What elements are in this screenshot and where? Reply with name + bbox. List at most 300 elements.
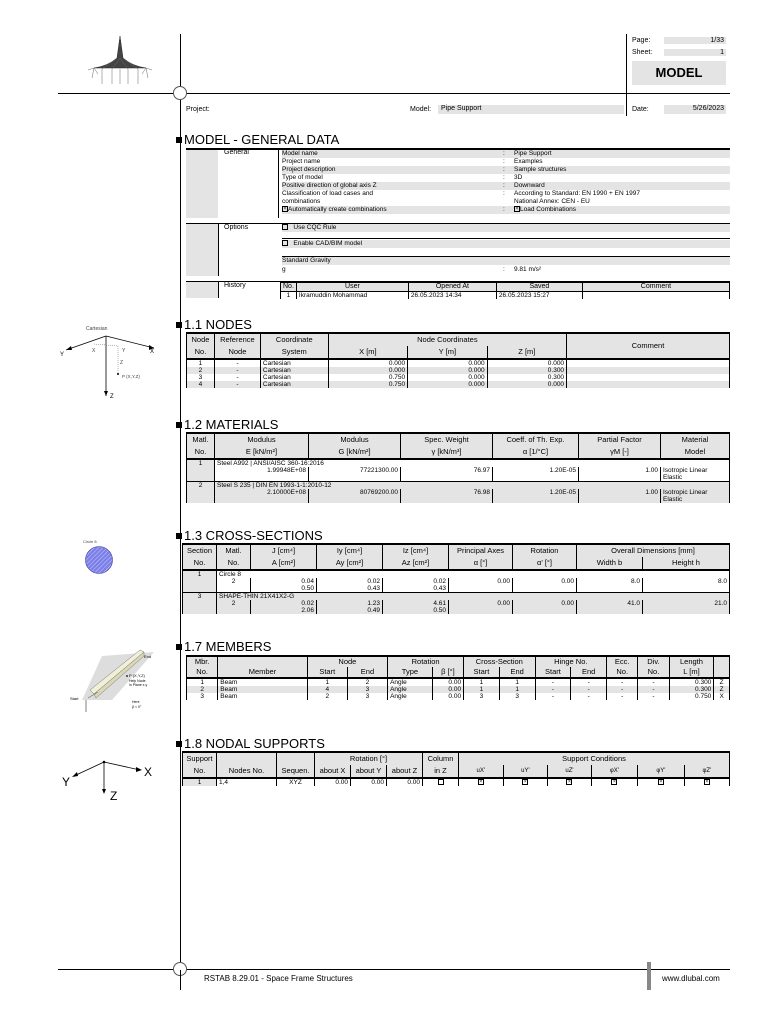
member-type: Beam	[218, 678, 307, 686]
table-row	[183, 570, 730, 578]
general-row: × Automatically create combinations	[282, 206, 730, 214]
general-side-block	[186, 150, 218, 218]
section-spacer	[217, 585, 251, 593]
table-row	[183, 593, 730, 601]
svg-text:P (X,Y,Z): P (X,Y,Z)	[129, 673, 145, 678]
member-node-start: 1	[307, 678, 347, 686]
col-header: γM [-]	[579, 446, 661, 459]
model-label: Model:	[410, 106, 432, 113]
section-height: 21.0	[643, 600, 730, 607]
section-j: 0.02	[251, 600, 317, 607]
material-name: Steel S 235 | DIN EN 1993-1-1:2010-12	[215, 482, 730, 490]
general-row: Positive direction of global axis Z	[282, 182, 730, 190]
node-y: 0.000	[408, 359, 487, 367]
col-header	[218, 656, 307, 667]
checkbox-checked-icon[interactable]: ×	[283, 206, 287, 213]
col-header: Coeff. of Th. Exp.	[493, 433, 579, 446]
col-header: Hinge No.	[535, 656, 607, 667]
col-header: Iz [cm⁴]	[383, 544, 449, 557]
section-spacer	[183, 585, 217, 593]
col-header: No.	[187, 667, 218, 678]
material-spacer	[215, 496, 309, 503]
footer-gray-bar	[647, 962, 651, 990]
section-spacer	[183, 578, 217, 585]
checkbox-checked-icon[interactable]: ×	[659, 779, 663, 786]
section-bullet-icon	[176, 533, 182, 539]
col-header: End	[571, 667, 607, 678]
material-model: Elastic	[661, 474, 730, 482]
material-spacer	[493, 496, 579, 503]
section-bullet-icon	[176, 422, 182, 428]
history-row	[281, 292, 730, 300]
section-title-nodes: 1.1 NODES	[176, 317, 252, 332]
options-divider	[218, 224, 219, 276]
col-header: Matl.	[217, 544, 251, 557]
col-header: β [°]	[432, 667, 463, 678]
support-nodes: 1,4	[217, 778, 277, 786]
member-cs-end: 1	[499, 678, 535, 686]
col-header: No.	[187, 446, 215, 459]
general-value: 3D	[514, 174, 523, 181]
member-ecc: -	[607, 686, 638, 693]
section-spacer	[449, 585, 513, 593]
table-row	[183, 778, 730, 786]
table-row	[183, 607, 730, 614]
table-row	[187, 474, 730, 482]
circle-section-icon	[84, 545, 114, 575]
material-spacer	[579, 496, 661, 503]
col-header: Saved	[496, 283, 582, 292]
col-header: Partial Factor	[579, 433, 661, 446]
option-cad-bim[interactable]: Enable CAD/BIM model	[282, 240, 730, 248]
col-header: Column	[423, 752, 459, 765]
support-uz	[548, 778, 592, 786]
node-x: 0.000	[328, 359, 407, 367]
member-cs-start: 1	[464, 686, 500, 693]
col-header: Iy [cm⁴]	[317, 544, 383, 557]
nodes-table	[186, 332, 730, 388]
checkbox-checked-icon[interactable]: ×	[515, 206, 519, 213]
section-matl: 2	[217, 578, 251, 585]
general-label: General	[224, 149, 249, 156]
date-label: Date:	[632, 106, 649, 113]
general-value: Pipe Support	[514, 150, 552, 157]
col-header: L [m]	[669, 667, 714, 678]
section-title-materials: 1.2 MATERIALS	[176, 417, 278, 432]
col-header: No.	[183, 765, 217, 778]
section-rotation: 0.00	[513, 600, 577, 607]
member-node-start: 4	[307, 686, 347, 693]
col-header: Height h	[643, 557, 730, 570]
col-header: Node	[187, 333, 215, 346]
col-header: Section	[183, 544, 217, 557]
member-hinge-end: -	[571, 686, 607, 693]
col-header: Start	[464, 667, 500, 678]
support-phix	[591, 778, 637, 786]
member-rotation-type: Angle	[388, 678, 433, 686]
general-divider	[278, 150, 279, 218]
section-spacer	[217, 607, 251, 614]
footer-website[interactable]: www.dlubal.com	[662, 974, 720, 983]
general-value: National Annex: CEN - EU	[514, 198, 590, 205]
material-spacer	[187, 489, 215, 496]
table-row	[187, 459, 730, 467]
checkbox-checked-icon[interactable]: ×	[705, 779, 709, 786]
col-header: Principal Axes	[449, 544, 513, 557]
general-colon: : : : : : : :	[503, 150, 505, 213]
support-sequence: XYZ	[277, 778, 315, 786]
doc-title: MODEL	[632, 61, 726, 85]
col-header: Matl.	[187, 433, 215, 446]
member-div: -	[638, 678, 669, 686]
col-header: Start	[307, 667, 347, 678]
col-header: Type	[388, 667, 433, 678]
col-header: No.	[638, 667, 669, 678]
section-bullet-icon	[176, 741, 182, 747]
footer-software: RSTAB 8.29.01 - Space Frame Structures	[204, 974, 353, 983]
col-header: Rotation	[388, 656, 464, 667]
svg-text:β < 0°: β < 0°	[132, 705, 142, 709]
member-node-start: 2	[307, 693, 347, 700]
node-ref: -	[214, 359, 260, 367]
svg-text:Start: Start	[70, 696, 79, 701]
node-z: 0.300	[487, 374, 566, 381]
col-header: Material	[661, 433, 730, 446]
col-header: Az [cm²]	[383, 557, 449, 570]
support-column	[423, 778, 459, 786]
table-row	[183, 578, 730, 585]
material-e: 2.10000E+08	[215, 489, 309, 496]
table-row	[187, 482, 730, 490]
material-spacer	[579, 474, 661, 482]
material-weight: 76.97	[401, 467, 493, 474]
material-spacer	[309, 496, 401, 503]
col-header: J [cm⁴]	[251, 544, 317, 557]
col-header: End	[347, 667, 387, 678]
col-header: φZ'	[684, 765, 729, 778]
col-header	[217, 752, 277, 765]
options-side-block	[186, 224, 218, 276]
col-header: Ay [cm²]	[317, 557, 383, 570]
node-y: 0.000	[408, 381, 487, 388]
sheet-label: Sheet:	[632, 49, 653, 56]
gravity-value: 9.81 m/s²	[514, 266, 542, 273]
col-header: No.	[281, 283, 297, 292]
table-row	[187, 678, 730, 686]
col-header: Reference	[214, 333, 260, 346]
general-value: According to Standard: EN 1990 + EN 1997	[514, 190, 640, 197]
gravity-symbol: g	[282, 266, 286, 273]
member-node-end: 2	[347, 678, 387, 686]
member-beta: 0.00	[432, 678, 463, 686]
node-z: 0.000	[487, 359, 566, 367]
col-header: System	[260, 346, 328, 359]
section-iz: 4.61	[383, 600, 449, 607]
checkbox-checked-icon[interactable]: ×	[612, 779, 616, 786]
material-weight: 76.98	[401, 489, 493, 496]
node-no: 4	[187, 381, 215, 388]
member-hinge-start: -	[535, 678, 571, 686]
material-spacer	[187, 474, 215, 482]
member-direction: Z	[714, 678, 730, 686]
node-comment	[567, 359, 730, 367]
material-no: 2	[187, 482, 215, 490]
node-ref: -	[214, 381, 260, 388]
svg-text:Y: Y	[62, 775, 71, 789]
members-table	[186, 655, 730, 700]
node-z: 0.300	[487, 367, 566, 374]
table-row	[187, 489, 730, 496]
table-row	[187, 359, 730, 367]
svg-text:Cartesian: Cartesian	[86, 326, 108, 332]
general-value: × Load Combinations	[515, 206, 577, 213]
col-header: Node Coordinates	[328, 333, 566, 346]
section-title-nodal-supports: 1.8 NODAL SUPPORTS	[176, 736, 325, 751]
material-partial-factor: 1.00	[579, 467, 661, 474]
page-value: 1/33	[664, 37, 726, 44]
section-a: 0.50	[251, 585, 317, 593]
node-cs: Cartesian	[260, 367, 328, 374]
svg-text:X: X	[92, 348, 96, 354]
member-direction: X	[714, 693, 730, 700]
node-x: 0.000	[328, 367, 407, 374]
col-header: Cross-Section	[464, 656, 536, 667]
col-header: X [m]	[328, 346, 407, 359]
section-spacer	[449, 607, 513, 614]
section-title-general: MODEL - GENERAL DATA	[176, 132, 339, 147]
node-cs: Cartesian	[260, 359, 328, 367]
options-label: Options	[224, 224, 249, 231]
section-spacer	[513, 585, 577, 593]
col-header: Z [m]	[487, 346, 566, 359]
header-junction-circle	[173, 86, 187, 100]
member-beta: 0.00	[432, 686, 463, 693]
general-row: Project name	[282, 158, 321, 165]
col-header: No.	[607, 667, 638, 678]
col-header: α' [°]	[513, 557, 577, 570]
member-no: 2	[187, 686, 218, 693]
node-no: 1	[187, 359, 215, 367]
material-no: 1	[187, 459, 215, 467]
material-alpha: 1.20E-05	[493, 489, 579, 496]
section-no: 1	[183, 570, 217, 578]
svg-text:X: X	[150, 349, 155, 355]
col-header: uZ'	[548, 765, 592, 778]
table-row	[187, 467, 730, 474]
node-comment	[567, 381, 730, 388]
col-header: E [kN/m²]	[215, 446, 309, 459]
col-header: Modulus	[309, 433, 401, 446]
section-height: 8.0	[643, 578, 730, 585]
section-j: 0.04	[251, 578, 317, 585]
col-header: uY'	[503, 765, 548, 778]
svg-text:Here: Here	[132, 700, 140, 704]
section-spacer	[577, 585, 643, 593]
section-az: 0.43	[383, 585, 449, 593]
member-cs-end: 3	[499, 693, 535, 700]
table-row	[187, 693, 730, 700]
member-cs-start: 1	[464, 678, 500, 686]
col-header: Start	[535, 667, 571, 678]
member-beam-diagram-icon	[62, 648, 166, 720]
general-row: combinations	[282, 198, 321, 205]
material-model: Elastic	[661, 496, 730, 503]
material-g: 80769200.00	[309, 489, 401, 496]
node-ref: -	[214, 367, 260, 374]
col-header: User	[296, 283, 408, 292]
general-value: Downward	[514, 182, 545, 189]
table-row	[183, 585, 730, 593]
material-name: Steel A992 | ANSI/AISC 360-16:2016	[215, 459, 730, 467]
cartesian-axes-icon	[58, 322, 164, 402]
section-bullet-icon	[176, 137, 182, 143]
node-comment	[567, 374, 730, 381]
col-header: Length	[669, 656, 714, 667]
col-header: Overall Dimensions [mm]	[577, 544, 730, 557]
materials-table	[186, 432, 730, 503]
frame-left-vertical-body	[180, 142, 181, 970]
checkbox-checked-icon[interactable]: ×	[479, 779, 483, 786]
gravity-label: Standard Gravity	[282, 257, 730, 265]
member-type: Beam	[218, 686, 307, 693]
svg-text:End: End	[144, 654, 152, 659]
material-spacer	[215, 474, 309, 482]
col-header: Node	[214, 346, 260, 359]
col-header: Width b	[577, 557, 643, 570]
checkbox-unchecked-icon[interactable]	[282, 224, 288, 230]
logo-icon	[80, 34, 160, 86]
option-cqc[interactable]: Use CQC Rule	[282, 224, 730, 232]
history-table	[280, 282, 730, 299]
section-name: Circle 8	[217, 570, 730, 578]
global-axes-icon	[60, 756, 160, 804]
col-header: γ [kN/m³]	[401, 446, 493, 459]
page-label: Page:	[632, 37, 651, 44]
member-no: 1	[187, 678, 218, 686]
svg-text:Z: Z	[110, 789, 118, 803]
col-header: Spec. Weight	[401, 433, 493, 446]
member-length: 0.300	[669, 686, 714, 693]
member-type: Beam	[218, 693, 307, 700]
col-header: No.	[187, 346, 215, 359]
section-rotation: 0.00	[513, 578, 577, 585]
member-rotation-type: Angle	[388, 693, 433, 700]
general-row: Classification of load cases and	[282, 190, 374, 197]
section-spacer	[643, 585, 730, 593]
col-header	[277, 752, 315, 765]
history-saved: 26.05.2023 15:27	[496, 292, 582, 300]
material-partial-factor: 1.00	[579, 489, 661, 496]
col-header: Comment	[567, 333, 730, 359]
general-row: Type of model	[282, 174, 323, 181]
section-width: 41.0	[577, 600, 643, 607]
col-header: Node	[307, 656, 387, 667]
general-row: Model name	[282, 150, 730, 158]
table-row	[183, 600, 730, 607]
col-header: Mbr.	[187, 656, 218, 667]
material-model: Isotropic Linear	[661, 489, 730, 496]
model-value: Pipe Support	[438, 105, 624, 114]
col-header: Y [m]	[408, 346, 487, 359]
node-x: 0.750	[328, 374, 407, 381]
node-x: 0.750	[328, 381, 407, 388]
member-length: 0.750	[669, 693, 714, 700]
col-header: Nodes No.	[217, 765, 277, 778]
material-spacer	[187, 496, 215, 503]
member-node-end: 3	[347, 693, 387, 700]
col-header: Ecc.	[607, 656, 638, 667]
svg-text:Z: Z	[120, 360, 124, 366]
col-header	[714, 656, 730, 667]
svg-text:P (X,Y,Z): P (X,Y,Z)	[122, 374, 140, 379]
support-rot-x: 0.00	[315, 778, 351, 786]
col-header: Comment	[582, 283, 729, 292]
checkbox-checked-icon[interactable]: ×	[567, 779, 571, 786]
checkbox-unchecked-icon[interactable]	[438, 779, 444, 785]
checkbox-checked-icon[interactable]: ×	[523, 779, 527, 786]
date-value: 5/26/2023	[664, 105, 726, 114]
section-width: 8.0	[577, 578, 643, 585]
material-alpha: 1.20E-05	[493, 467, 579, 474]
table-row	[187, 496, 730, 503]
section-iz: 0.02	[383, 578, 449, 585]
section-spacer	[643, 607, 730, 614]
col-header: Model	[661, 446, 730, 459]
circle-section-label: Circle 8	[83, 539, 97, 544]
member-cs-start: 3	[464, 693, 500, 700]
section-no: 3	[183, 593, 217, 601]
member-hinge-end: -	[571, 693, 607, 700]
gravity-colon: :	[503, 266, 505, 273]
member-beta: 0.00	[432, 693, 463, 700]
col-header: Opened At	[408, 283, 496, 292]
material-spacer	[187, 467, 215, 474]
history-side-block	[186, 282, 218, 298]
node-y: 0.000	[408, 367, 487, 374]
member-ecc: -	[607, 678, 638, 686]
node-y: 0.000	[408, 374, 487, 381]
section-alpha: 0.00	[449, 600, 513, 607]
col-header: uX'	[459, 765, 504, 778]
header-divider	[58, 93, 730, 94]
general-row: Project description	[282, 166, 730, 174]
col-header: α [1/°C]	[493, 446, 579, 459]
member-no: 3	[187, 693, 218, 700]
history-no: 1	[281, 292, 297, 300]
header-right-vertical	[626, 34, 627, 116]
col-header: about X	[315, 765, 351, 778]
member-ecc: -	[607, 693, 638, 700]
svg-text:Y: Y	[122, 348, 126, 354]
section-iy: 0.02	[317, 578, 383, 585]
node-no: 2	[187, 367, 215, 374]
material-model: Isotropic Linear	[661, 467, 730, 474]
checkbox-unchecked-icon[interactable]	[282, 240, 288, 246]
col-header: Modulus	[215, 433, 309, 446]
table-row	[187, 381, 730, 388]
table-row	[187, 686, 730, 693]
section-iy: 1.23	[317, 600, 383, 607]
general-value: Sample structures	[514, 166, 567, 173]
col-header: No.	[217, 557, 251, 570]
node-z: 0.000	[487, 381, 566, 388]
col-header: End	[499, 667, 535, 678]
section-name: SHAPE-THIN 21X41X2-G	[217, 593, 730, 601]
history-label: History	[224, 282, 246, 289]
node-no: 3	[187, 374, 215, 381]
col-header: Sequen.	[277, 765, 315, 778]
footer-divider	[58, 969, 730, 970]
